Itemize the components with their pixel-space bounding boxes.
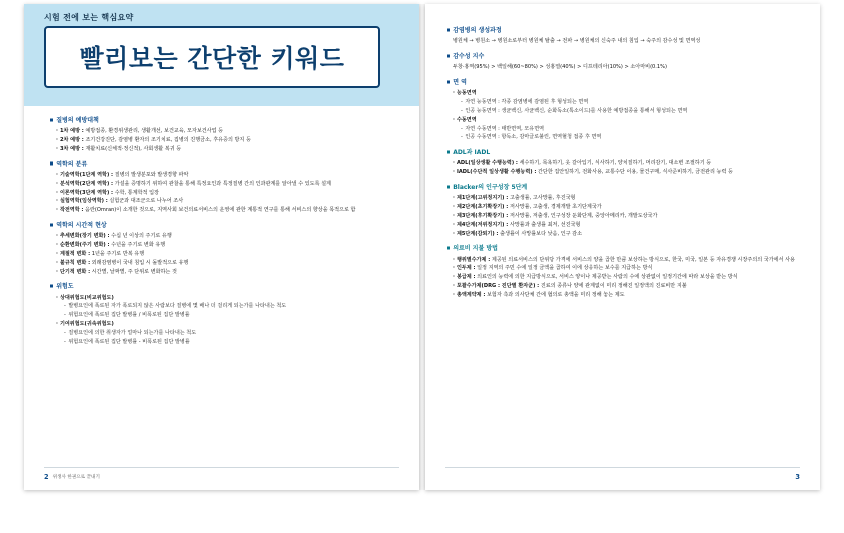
content-line xyxy=(56,180,401,188)
content-line-label: 기여위험도(귀속위험도) xyxy=(59,321,114,328)
content-block xyxy=(447,244,804,299)
content-line-label: 이론역학(3단계 역학) : xyxy=(59,189,114,196)
section-heading xyxy=(447,244,804,254)
content-line xyxy=(453,116,804,124)
bullet-square-icon xyxy=(50,162,53,165)
content-line xyxy=(453,273,804,281)
footer-divider xyxy=(44,467,399,468)
content-line-text: 수학, 통계학적 입장 xyxy=(113,189,159,196)
content-line-label: 포괄수가제(DRG : 진단별 환자군) : xyxy=(456,283,540,290)
page-title: 빨리보는 간단한 키워드 xyxy=(79,44,345,73)
content-line-text: 위험요인에 폭로된 집단 발병률 / 비폭로된 집단 발병률 xyxy=(68,312,190,319)
section-heading xyxy=(447,183,804,193)
content-line xyxy=(56,127,401,135)
content-line xyxy=(453,37,804,45)
content-line-label: 봉급제 : xyxy=(456,274,476,281)
content-line-label: 추세변화(장기 변화) : xyxy=(59,233,110,240)
content-line-text: 예방접종, 환경위생관리, 생활개선, 보건교육, 모자보건사업 등 xyxy=(83,128,224,135)
section-heading xyxy=(447,52,804,62)
section-heading xyxy=(447,26,804,36)
content-line xyxy=(453,168,804,176)
content-line-text: 가설을 증명하기 위하여 관찰을 통해 특정요인과 특정질병 간의 인과관계를 알아낼 수 있도록 설계 xyxy=(113,180,331,187)
right-column xyxy=(447,26,804,306)
content-line-text: 두창·홍역(95%) > 백일해(60~80%) > 성홍열(40%) > 디프테리아(10%) > 소아마비(0.1%) xyxy=(453,64,667,71)
content-line-label: 제3단계(후기확장기) : xyxy=(456,212,509,219)
footer-text-left: 위생사 한권으로 끝내기 xyxy=(52,475,100,480)
content-line-text: 사망률과 출생률 최저, 선진국형 xyxy=(508,221,581,228)
content-line xyxy=(453,63,804,71)
bullet-square-icon xyxy=(447,80,450,83)
content-line-text: 제공된 의료서비스의 단위당 가격에 서비스의 양을 곱한 만큼 보상하는 방식으로, 한국, 미국, 일본 등 자유경쟁 시장주의의 국가에서 사용 xyxy=(490,256,795,263)
section-heading xyxy=(447,78,804,88)
content-line-label: 인두제 : xyxy=(456,265,476,272)
content-line-text: 수십 년 이상의 주기로 유행 xyxy=(109,233,172,240)
section-heading xyxy=(447,148,804,158)
section-heading xyxy=(50,282,401,292)
section-heading-label: 질병의 예방대책 xyxy=(56,117,99,124)
content-line-text: 발병요인에 폭로된 자가 폭로되지 않은 사람보다 질병에 몇 배나 더 걸리게 되는가를 나타내는 척도 xyxy=(68,303,287,310)
content-line-text: 진료의 종류나 양에 관계없이 미리 정해진 일정액의 진료비만 지불 xyxy=(539,283,687,290)
content-line-label: 순환변화(주기 변화) : xyxy=(59,242,110,249)
content-line-label: 작전역학 : xyxy=(59,207,84,214)
content-line xyxy=(56,189,401,197)
content-line-text: 출생률이 사망률보다 낮음, 인구 감소 xyxy=(498,230,583,237)
content-line xyxy=(453,291,804,299)
content-line-label: 기술역학(1단계 역학) : xyxy=(59,171,114,178)
content-block xyxy=(447,183,804,238)
content-line xyxy=(56,294,401,302)
content-line-label: 3차 예방 : xyxy=(59,145,84,152)
content-line-text: 저사망률, 저출생, 인구성장 둔화단계, 중앙아메리카, 개발도상국가 xyxy=(508,212,658,219)
content-line-label: ADL(일상생활 수행능력) : xyxy=(456,160,518,167)
content-line-label: 1차 예방 : xyxy=(59,128,84,135)
content-line xyxy=(56,145,401,153)
content-line xyxy=(461,125,804,133)
content-line-text: 질병요인에 의한 취생자가 얼마나 되는가를 나타내는 척도 xyxy=(68,329,197,336)
content-line xyxy=(56,232,401,240)
content-block xyxy=(447,78,804,142)
section-heading-label: 의료비 지불 방법 xyxy=(453,245,498,253)
content-line-text: 재활치료(신체적·정신적), 사회생활 복귀 등 xyxy=(83,145,182,152)
content-line xyxy=(461,98,804,106)
content-line xyxy=(56,206,401,214)
right-page xyxy=(425,4,820,490)
bullet-square-icon xyxy=(447,54,450,57)
content-line-text: 보험자 측과 의사단체 간에 협의로 총액을 미리 정해 놓는 제도 xyxy=(485,291,625,298)
content-line-text: 간단한 집안일하기, 전화사용, 교통수단 이용, 물건구매, 식사준비하기, 금전관리 능력 등 xyxy=(536,169,733,176)
content-block xyxy=(50,160,401,215)
bullet-square-icon xyxy=(447,247,450,250)
content-line xyxy=(453,159,804,167)
content-line xyxy=(56,268,401,276)
content-block xyxy=(50,116,401,153)
content-block xyxy=(50,282,401,346)
right-footer xyxy=(795,473,800,481)
content-block xyxy=(447,52,804,71)
content-line-label: 불규칙 변화 : xyxy=(59,259,91,266)
content-line-label: 행위별수가제 : xyxy=(456,256,491,263)
content-line-text: 저사망률, 고출생, 경제개발 초기단계국가 xyxy=(508,204,602,210)
content-line-text: 자연 수동면역 : 태반면역, 모유면역 xyxy=(465,125,545,132)
content-line xyxy=(453,264,804,272)
bullet-square-icon xyxy=(447,28,450,31)
content-line-text: 1년을 주기로 반복 유행 xyxy=(90,250,145,257)
section-heading xyxy=(50,116,401,126)
content-line-text: 시간별, 날짜별, 주 단위로 변화하는 것 xyxy=(90,268,177,275)
content-line xyxy=(461,133,804,141)
content-line xyxy=(453,89,804,97)
content-line xyxy=(453,256,804,264)
content-line xyxy=(56,259,401,267)
content-line-label: 계절적 변화 : xyxy=(59,250,91,257)
content-line-label: 실험역학(임상역학) : xyxy=(59,198,108,205)
content-line-label: 제2단계(초기확장기) : xyxy=(456,204,509,210)
content-line xyxy=(56,320,401,328)
bullet-square-icon xyxy=(447,185,450,188)
content-line xyxy=(453,282,804,290)
content-line xyxy=(453,221,804,229)
left-column xyxy=(50,116,401,353)
content-line-label: 능동면역 xyxy=(456,90,477,97)
header-kicker: 시험 전에 보는 핵심요약 xyxy=(44,13,134,22)
section-heading xyxy=(50,221,401,231)
content-line xyxy=(64,302,401,310)
content-block xyxy=(447,148,804,176)
left-footer xyxy=(44,473,100,481)
content-line xyxy=(64,329,401,337)
section-heading-label: ADL과 IADL xyxy=(453,149,491,157)
content-block xyxy=(447,26,804,45)
content-line-label: 제4단계(저위정지기) : xyxy=(456,221,509,228)
content-line-label: 제1단계(고위정지기) : xyxy=(456,195,509,202)
content-line-text: 옴란(Omran)이 소개한 것으로, 지역사회 보건의료서비스의 운영에 관한 계통적 연구를 통해 서비스의 향상을 목적으로 함 xyxy=(83,207,356,214)
content-line-text: 위험요인에 폭로된 집단 발병률 - 비폭로된 집단 발병률 xyxy=(68,338,190,345)
content-line-text: 실험군과 대조군으로 나누어 조사 xyxy=(107,198,184,205)
content-line-text: 인공 수동면역 : 항독소, 감마글로불린, 면역혈청 접종 후 면역 xyxy=(465,134,602,141)
content-line-text: 세수하기, 목욕하기, 옷 갈아입기, 식사하기, 양치질하기, 머리감기, 대소변 조절하기 등 xyxy=(517,160,712,167)
content-line xyxy=(56,197,401,205)
content-line-text: 일정 지역의 주민 수에 일정 금액을 곱하여 이에 상응하는 보수를 지급하는 방식 xyxy=(475,265,653,272)
content-line-text: 자연 능동면역 : 각종 감염병에 감염된 후 형성되는 면역 xyxy=(465,99,589,105)
page-number-right: 3 xyxy=(795,473,800,481)
content-line-text: 의료인의 능력에 의한 지급방식으로, 서비스 양이나 제공받는 사람의 수에 상관없이 일정기간에 따라 보상을 받는 방식 xyxy=(475,274,738,281)
content-line-label: 단기적 변화 : xyxy=(59,268,91,275)
content-line-label: 분석역학(2단계 역학) : xyxy=(59,180,114,187)
content-line-text: 외래감염병이 국내 침입 시 돌발적으로 유행 xyxy=(90,259,189,266)
section-heading xyxy=(50,160,401,170)
content-line xyxy=(64,338,401,346)
content-line-text: 질병의 발생분포와 발생경향 파악 xyxy=(113,171,189,178)
content-line-text: 조기건강진단, 감염병 환자의 조기치료, 집병의 진행금소, 후유증의 방지 등 xyxy=(83,137,251,144)
bullet-square-icon xyxy=(50,285,53,288)
content-line-label: 수동면역 xyxy=(456,116,477,123)
content-line xyxy=(56,136,401,144)
section-heading-label: Blacker의 인구성장 5단계 xyxy=(453,183,528,191)
content-line xyxy=(56,241,401,249)
section-heading-label: 역학의 분류 xyxy=(56,160,88,168)
content-line xyxy=(56,250,401,258)
bullet-square-icon xyxy=(447,150,450,153)
content-line-label: 총액계약제 : xyxy=(456,291,486,298)
content-line-label: 제5단계(감퇴기) : xyxy=(456,230,499,237)
content-line-text: 고출생률, 고사망률, 후진국형 xyxy=(508,195,576,202)
bullet-square-icon xyxy=(50,118,53,121)
bullet-square-icon xyxy=(50,223,53,226)
content-line xyxy=(453,230,804,238)
section-heading-label: 감수성 지수 xyxy=(453,52,485,60)
content-line xyxy=(56,171,401,179)
content-line-label: IADL(수단적 일상생활 수행능력) : xyxy=(456,169,537,176)
content-line-label: 2차 예방 : xyxy=(59,137,84,144)
content-line-text: 병원체 → 병원소 → 병원소로부터 병원체 탈출 → 전파 → 병원체의 신숙주 내의 침입 → 숙주의 감수성 및 면역성 xyxy=(453,38,701,45)
content-block xyxy=(50,221,401,276)
content-line-text: 수년을 주기로 변화 유행 xyxy=(109,242,166,249)
left-page xyxy=(24,4,419,490)
section-heading-label: 위험도 xyxy=(56,283,74,291)
page-number-left: 2 xyxy=(44,473,49,481)
section-heading-label: 역학의 시간적 현상 xyxy=(56,222,107,229)
content-line xyxy=(453,203,804,211)
title-box xyxy=(44,26,380,88)
content-line xyxy=(453,212,804,220)
section-heading-label: 면 역 xyxy=(453,78,467,86)
section-heading-label: 감염병의 생성과정 xyxy=(453,27,502,34)
content-line xyxy=(64,311,401,319)
footer-divider-right xyxy=(445,467,800,468)
content-line xyxy=(461,107,804,115)
content-line-text: 인공 능동면역 : 생균백신, 사균백신, 순화독소(톡소이드)를 사용한 예방접종을 통해서 형성되는 면역 xyxy=(465,107,688,114)
content-line xyxy=(453,194,804,202)
content-line-label: 상대위험도(비교위험도) xyxy=(59,294,114,301)
